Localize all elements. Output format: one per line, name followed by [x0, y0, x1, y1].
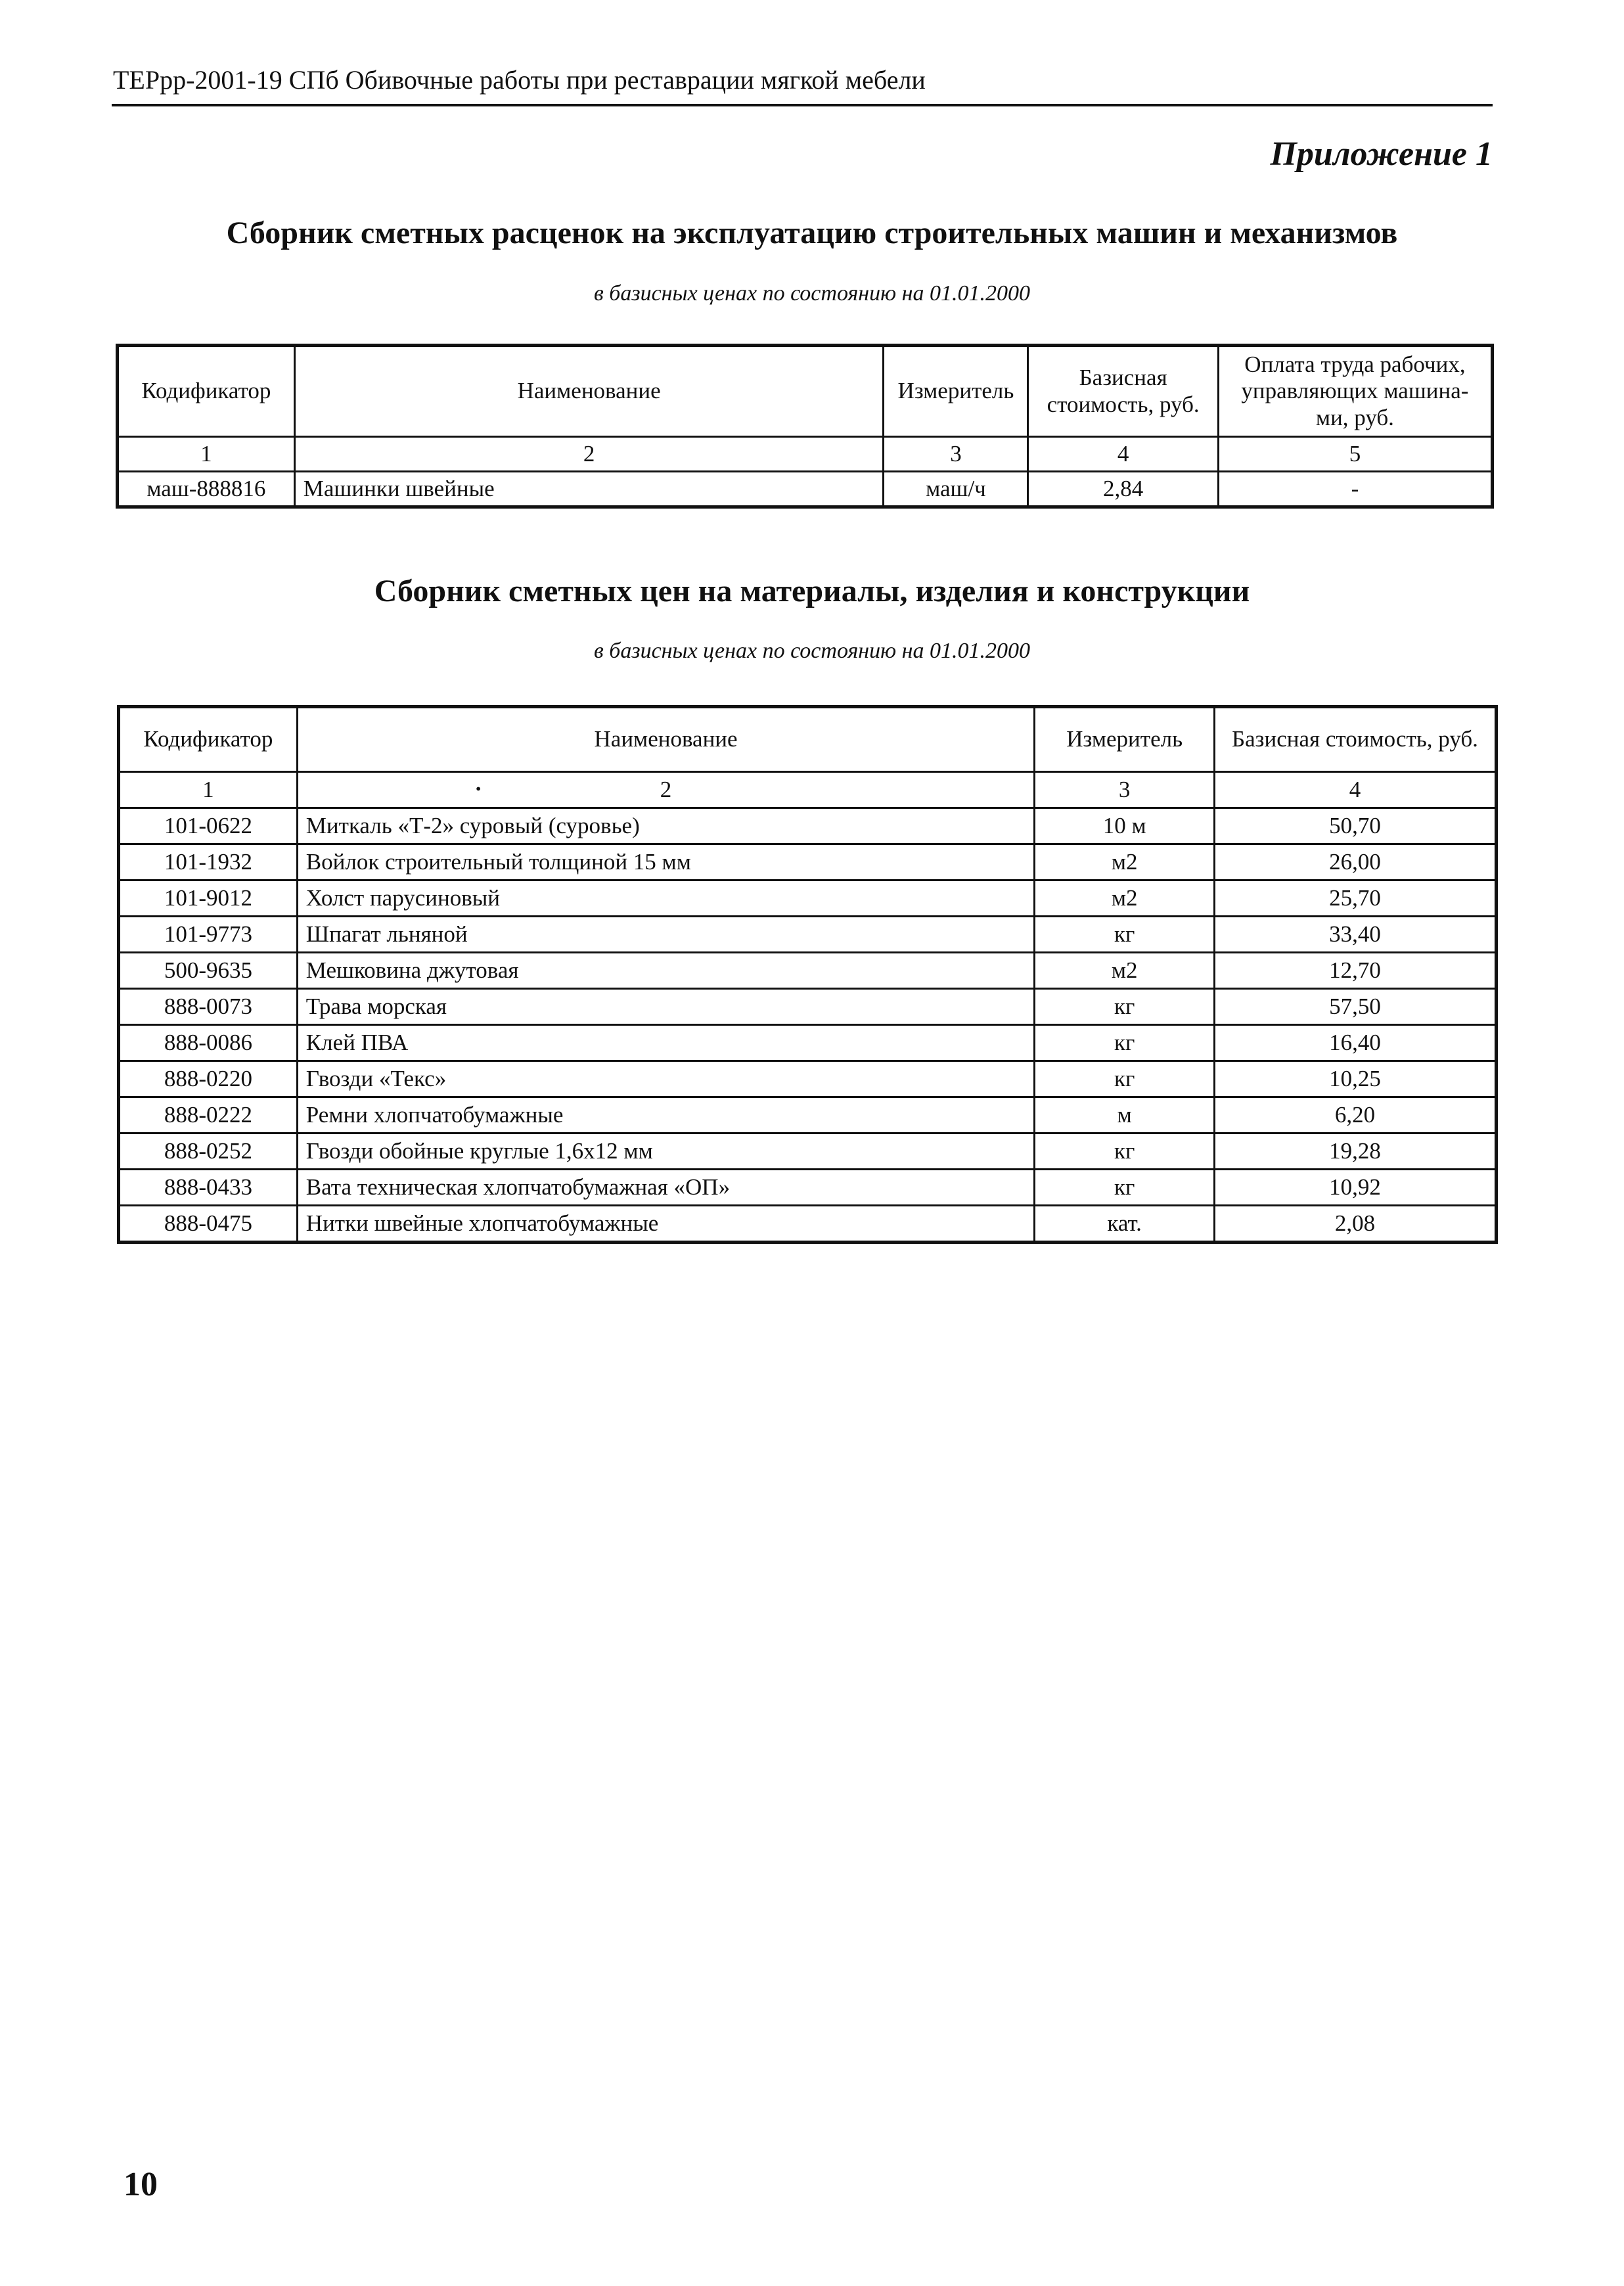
column-header-cost: Базисная стоимость, руб.	[1215, 707, 1497, 772]
cell-name: Трава морская	[297, 989, 1035, 1025]
column-header-unit: Измеритель	[884, 346, 1028, 437]
cell-code: 888-0252	[119, 1133, 298, 1170]
column-number: 1	[118, 437, 295, 472]
running-header: ТЕРрр-2001-19 СПб Обивочные работы при реставрации мягкой мебели	[113, 65, 926, 95]
cell-code: 101-9773	[119, 917, 298, 953]
cell-cost: 16,40	[1215, 1025, 1497, 1061]
page-number: 10	[124, 2166, 158, 2203]
table-row	[119, 808, 1497, 844]
appendix-label: Приложение 1	[1270, 135, 1493, 173]
cell-cost: 12,70	[1215, 953, 1497, 989]
cell-unit: кг	[1035, 1061, 1215, 1097]
cell-unit: м2	[1035, 844, 1215, 880]
cell-name: Миткаль «Т-2» суровый (суровье)	[297, 808, 1035, 844]
cell-code: 101-1932	[119, 844, 298, 880]
machines-section-subtitle: в базисных ценах по состоянию на 01.01.2000	[593, 281, 1031, 306]
column-number: 1	[119, 772, 298, 808]
column-header-code: Кодификатор	[119, 707, 298, 772]
table-row	[119, 1206, 1497, 1243]
machines-section-title: Сборник сметных расценок на эксплуатацию строительных машин и механизмов	[226, 216, 1398, 250]
cell-code: маш-888816	[118, 472, 295, 507]
cell-cost: 33,40	[1215, 917, 1497, 953]
table-row	[119, 880, 1497, 917]
cell-unit: кг	[1035, 1133, 1215, 1170]
column-number-row	[119, 772, 1497, 808]
cell-unit: кг	[1035, 989, 1215, 1025]
cell-cost: 19,28	[1215, 1133, 1497, 1170]
cell-name: Шпагат льняной	[297, 917, 1035, 953]
materials-section-title: Сборник сметных цен на материалы, изделия и конструкции	[374, 574, 1250, 608]
cell-code: 888-0220	[119, 1061, 298, 1097]
table-row	[119, 953, 1497, 989]
table-row	[119, 1133, 1497, 1170]
cell-cost: 10,92	[1215, 1170, 1497, 1206]
table-row	[119, 844, 1497, 880]
column-header-name: Наименование	[294, 346, 884, 437]
cell-cost: 25,70	[1215, 880, 1497, 917]
table-row	[119, 1097, 1497, 1133]
cell-labor: -	[1218, 472, 1492, 507]
cell-cost: 2,84	[1028, 472, 1218, 507]
column-mark: .	[475, 770, 482, 796]
cell-name: Вата техническая хлопчатобумажная «ОП»	[297, 1170, 1035, 1206]
column-number: 5	[1218, 437, 1492, 472]
cell-code: 101-9012	[119, 880, 298, 917]
cell-name: Войлок строительный толщиной 15 мм	[297, 844, 1035, 880]
header-divider	[112, 104, 1493, 106]
table-row	[119, 917, 1497, 953]
cell-name: Ремни хлопчатобумажные	[297, 1097, 1035, 1133]
table-row	[118, 472, 1493, 507]
cell-unit: маш/ч	[884, 472, 1028, 507]
column-number	[297, 772, 1035, 808]
cell-name: Мешковина джутовая	[297, 953, 1035, 989]
cell-code: 888-0073	[119, 989, 298, 1025]
cell-code: 888-0433	[119, 1170, 298, 1206]
table-header-row	[118, 346, 1493, 437]
cell-cost: 26,00	[1215, 844, 1497, 880]
cell-cost: 2,08	[1215, 1206, 1497, 1243]
materials-section-subtitle: в базисных ценах по состоянию на 01.01.2000	[593, 639, 1031, 663]
cell-name: Машинки швейные	[294, 472, 884, 507]
cell-code: 500-9635	[119, 953, 298, 989]
cell-name: Холст парусиновый	[297, 880, 1035, 917]
cell-cost: 50,70	[1215, 808, 1497, 844]
column-number-label: 2	[660, 776, 672, 802]
cell-name: Гвозди «Текс»	[297, 1061, 1035, 1097]
column-header-code: Кодификатор	[118, 346, 295, 437]
cell-unit: м	[1035, 1097, 1215, 1133]
cell-unit: кг	[1035, 1025, 1215, 1061]
cell-code: 888-0086	[119, 1025, 298, 1061]
table-row	[119, 1061, 1497, 1097]
column-header-cost: Базисная стоимость, руб.	[1028, 346, 1218, 437]
table-row	[119, 989, 1497, 1025]
column-number: 3	[1035, 772, 1215, 808]
column-number: 3	[884, 437, 1028, 472]
column-header-name: Наименование	[297, 707, 1035, 772]
machines-table	[116, 344, 1494, 509]
cell-cost: 10,25	[1215, 1061, 1497, 1097]
cell-unit: 10 м	[1035, 808, 1215, 844]
column-number-row	[118, 437, 1493, 472]
cell-unit: кг	[1035, 917, 1215, 953]
cell-code: 101-0622	[119, 808, 298, 844]
cell-unit: кг	[1035, 1170, 1215, 1206]
column-header-labor: Оплата труда рабочих, управляющих машина-ми, руб.	[1218, 346, 1492, 437]
table-header-row	[119, 707, 1497, 772]
cell-code: 888-0222	[119, 1097, 298, 1133]
cell-code: 888-0475	[119, 1206, 298, 1243]
cell-cost: 57,50	[1215, 989, 1497, 1025]
cell-name: Гвозди обойные круглые 1,6х12 мм	[297, 1133, 1035, 1170]
column-header-unit: Измеритель	[1035, 707, 1215, 772]
table-row	[119, 1170, 1497, 1206]
cell-unit: м2	[1035, 880, 1215, 917]
column-number: 4	[1028, 437, 1218, 472]
materials-table	[117, 705, 1498, 1244]
cell-cost: 6,20	[1215, 1097, 1497, 1133]
column-number: 4	[1215, 772, 1497, 808]
table-row	[119, 1025, 1497, 1061]
cell-unit: м2	[1035, 953, 1215, 989]
cell-unit: кат.	[1035, 1206, 1215, 1243]
cell-name: Нитки швейные хлопчатобумажные	[297, 1206, 1035, 1243]
column-number: 2	[294, 437, 884, 472]
cell-name: Клей ПВА	[297, 1025, 1035, 1061]
